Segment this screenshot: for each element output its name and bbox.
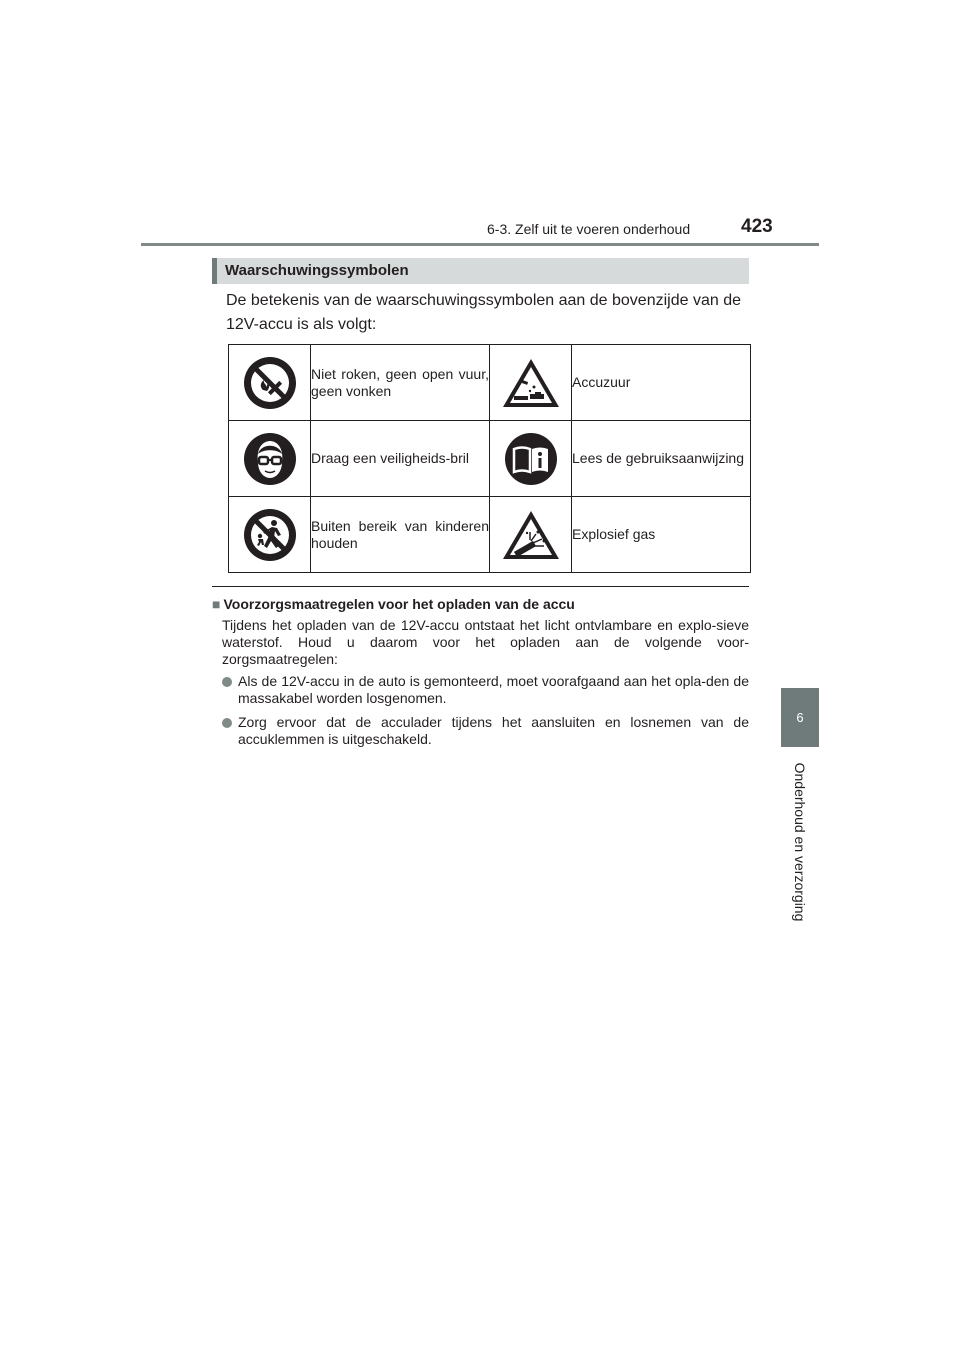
list-item	[222, 673, 749, 707]
header-rule	[141, 243, 819, 246]
symbol-label: Lees de gebruiksaanwijzing	[572, 421, 751, 497]
chapter-title: Onderhoud en verzorging	[792, 762, 808, 922]
bullet-text: Zorg ervoor dat de acculader tijdens het aansluiten en losnemen van de accuklemmen is uitgeschakeld.	[238, 714, 749, 747]
list-item	[222, 714, 749, 748]
read-manual-icon	[504, 432, 558, 486]
table-row	[229, 345, 751, 421]
page-number: 423	[741, 216, 773, 237]
warning-symbols-table	[228, 344, 751, 573]
symbol-icon-cell	[490, 345, 572, 421]
bullet-dot-icon	[222, 677, 232, 687]
symbol-icon-cell	[490, 421, 572, 497]
bullet-dot-icon	[222, 718, 232, 728]
table-row	[229, 497, 751, 573]
symbol-label: Explosief gas	[572, 497, 751, 573]
keep-away-from-children-icon	[243, 508, 297, 562]
precautions-paragraph: Tijdens het opladen van de 12V-accu ontstaat het licht ontvlambare en explo-sieve waterstof. Houd u daarom voor het opladen aan de volgende voor-zorgsmaatregelen:	[222, 617, 749, 667]
no-smoking-no-fire-icon	[243, 356, 297, 410]
symbol-icon-cell	[229, 497, 311, 573]
symbol-label: Buiten bereik van kinderen houden	[311, 497, 490, 573]
symbol-label: Niet roken, geen open vuur, geen vonken	[311, 345, 490, 421]
symbol-label: Accuzuur	[572, 345, 751, 421]
precautions-heading-text: Voorzorgsmaatregelen voor het opladen van de accu	[223, 596, 575, 612]
intro-paragraph: De betekenis van de waarschuwingssymbolen aan de bovenzijde van de 12V-accu is als volgt:	[226, 292, 741, 333]
section-divider	[212, 586, 749, 587]
battery-acid-warning-icon	[500, 356, 562, 410]
explosive-gas-warning-icon	[500, 508, 562, 562]
symbol-icon-cell	[229, 345, 311, 421]
symbol-label: Draag een veiligheids-bril	[311, 421, 490, 497]
square-bullet-icon: ■	[212, 596, 221, 612]
section-heading-accent	[212, 258, 217, 284]
header-section-title: 6-3. Zelf uit te voeren onderhoud	[487, 221, 691, 237]
section-title: Waarschuwingssymbolen	[225, 262, 409, 279]
section-heading-bar	[212, 258, 749, 284]
precautions-heading	[212, 596, 575, 612]
wear-eye-protection-icon	[243, 432, 297, 486]
table-row	[229, 421, 751, 497]
chapter-tab: 6	[781, 688, 819, 747]
symbol-icon-cell	[229, 421, 311, 497]
bullet-text: Als de 12V-accu in de auto is gemonteerd, moet voorafgaand aan het opla-den de massakabel worden losgenomen.	[238, 673, 749, 706]
symbol-icon-cell	[490, 497, 572, 573]
